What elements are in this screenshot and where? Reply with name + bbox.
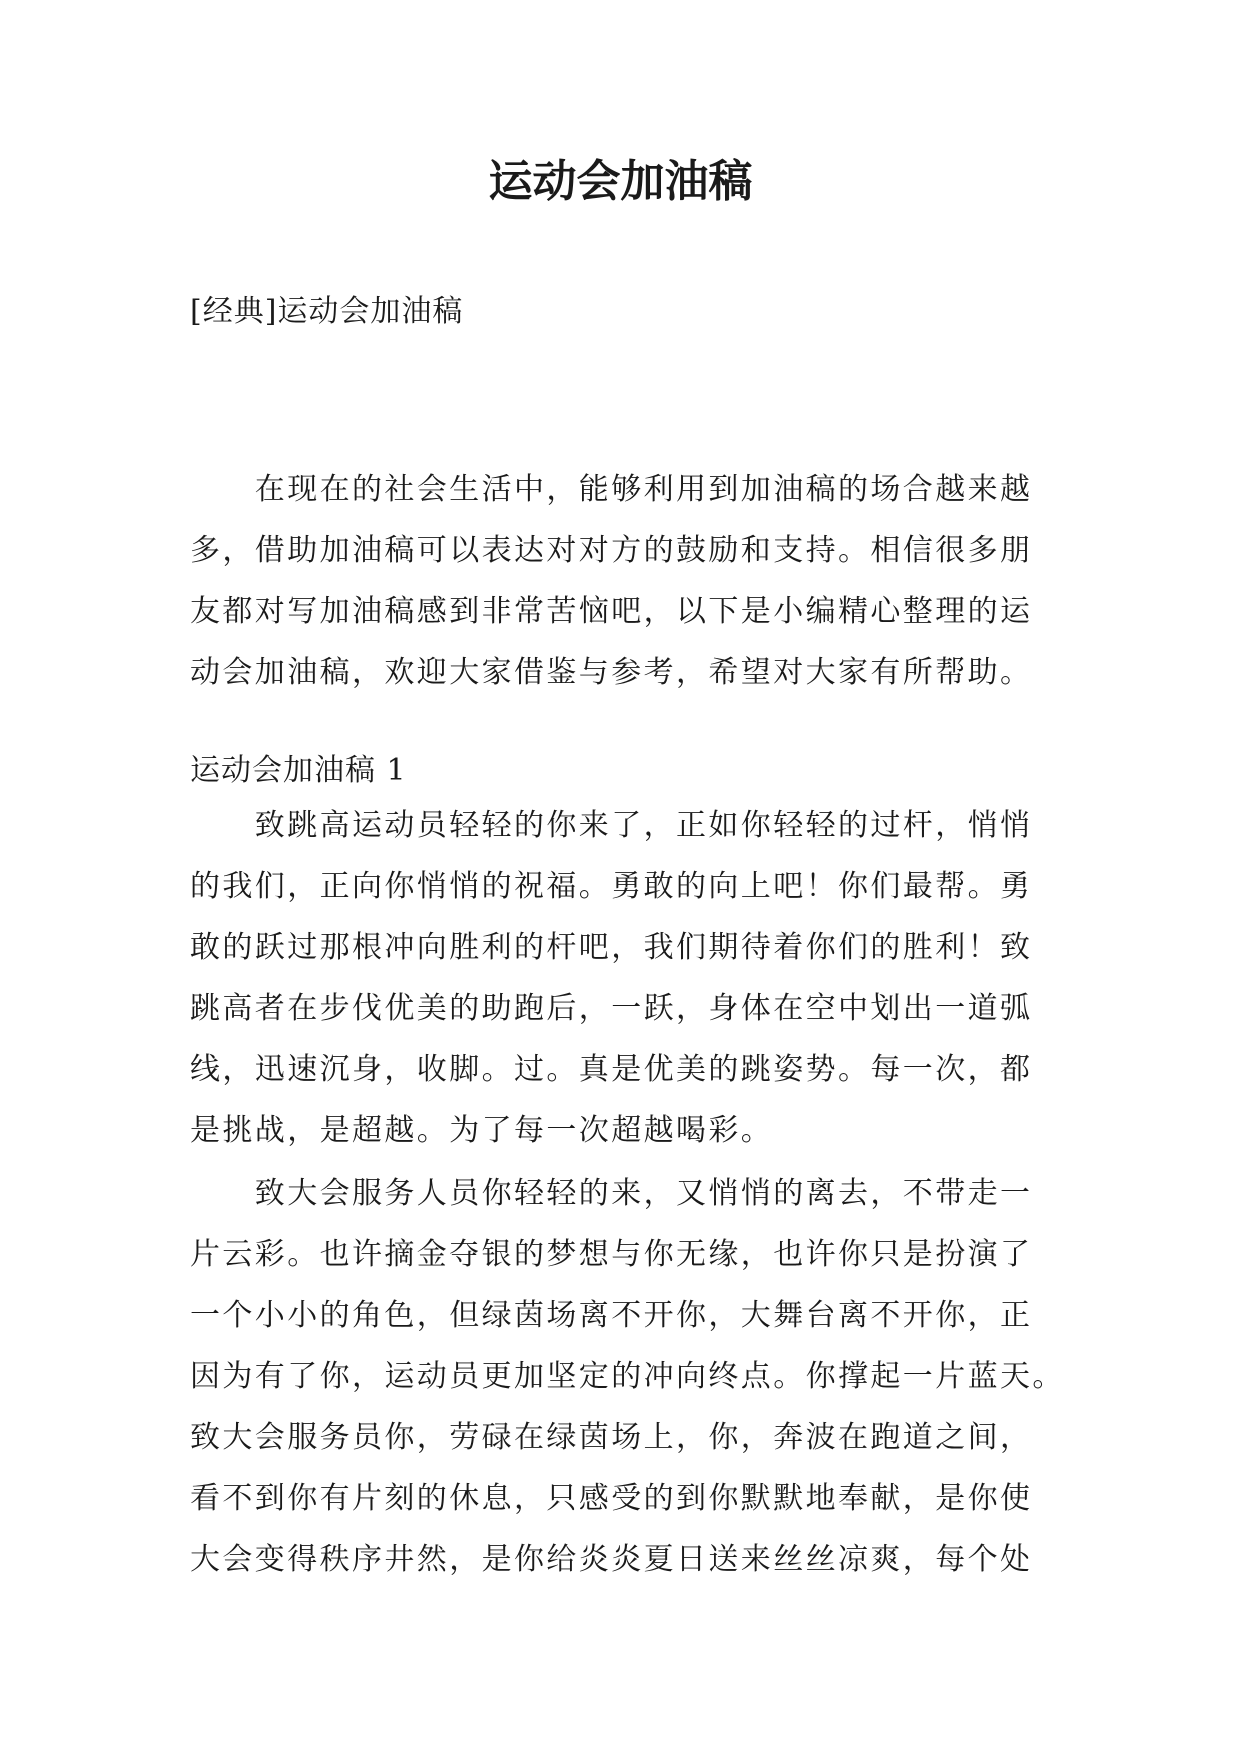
- section-heading: 运动会加油稿 1: [190, 753, 407, 788]
- paragraph-line: 看不到你有片刻的休息，只感受的到你默默地奉献，是你使: [190, 1481, 1033, 1516]
- paragraph-line: 的我们，正向你悄悄的祝福。勇敢的向上吧！你们最帮。勇: [190, 869, 1033, 904]
- paragraph-high-jump: [190, 795, 1062, 1161]
- intro-line: 在现在的社会生活中，能够利用到加油稿的场合越来越: [190, 472, 1033, 507]
- intro-paragraph: [190, 459, 1062, 703]
- intro-line: 动会加油稿，欢迎大家借鉴与参考，希望对大家有所帮助。: [190, 655, 1033, 690]
- paragraph-line: 致大会服务人员你轻轻的来，又悄悄的离去，不带走一: [190, 1176, 1033, 1211]
- paragraph-line: 是挑战，是超越。为了每一次超越喝彩。: [190, 1113, 774, 1148]
- paragraph-line: 线，迅速沉身，收脚。过。真是优美的跳姿势。每一次，都: [190, 1052, 1033, 1087]
- paragraph-line: 片云彩。也许摘金夺银的梦想与你无缘，也许你只是扮演了: [190, 1237, 1033, 1272]
- paragraph-line: 敢的跃过那根冲向胜利的杆吧，我们期待着你们的胜利！致: [190, 930, 1033, 965]
- paragraph-line: 大会变得秩序井然，是你给炎炎夏日送来丝丝凉爽，每个处: [190, 1542, 1033, 1577]
- intro-line: 友都对写加油稿感到非常苦恼吧，以下是小编精心整理的运: [190, 594, 1033, 629]
- paragraph-line: 致跳高运动员轻轻的你来了，正如你轻轻的过杆，悄悄: [190, 808, 1033, 843]
- paragraph-line: 一个小小的角色，但绿茵场离不开你，大舞台离不开你，正: [190, 1298, 1033, 1333]
- document-subtitle: [经典]运动会加油稿: [190, 294, 464, 329]
- document-title: 运动会加油稿: [488, 156, 753, 207]
- intro-line: 多，借助加油稿可以表达对对方的鼓励和支持。相信很多朋: [190, 533, 1033, 568]
- paragraph-line: 致大会服务员你，劳碌在绿茵场上，你，奔波在跑道之间，: [190, 1420, 1033, 1455]
- paragraph-line: 因为有了你，运动员更加坚定的冲向终点。你撑起一片蓝天。: [190, 1359, 1065, 1394]
- paragraph-service-staff: [190, 1163, 1065, 1590]
- paragraph-line: 跳高者在步伐优美的助跑后，一跃，身体在空中划出一道弧: [190, 991, 1033, 1026]
